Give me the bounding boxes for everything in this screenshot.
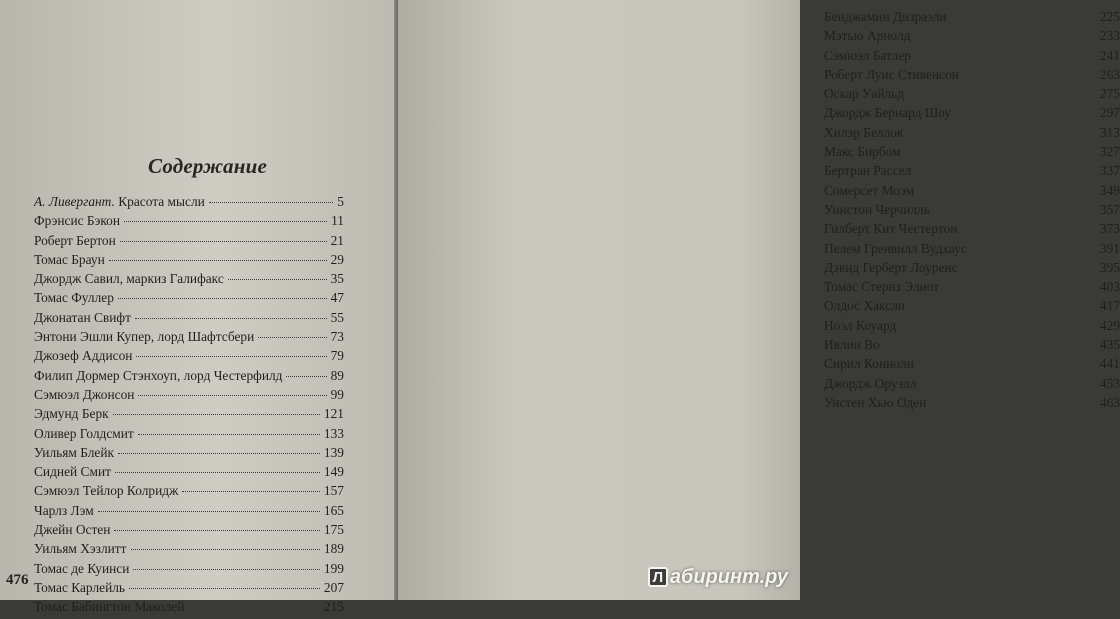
toc-entry-page: 199 <box>323 560 344 576</box>
toc-entry-title-text: Уильям Хэзлитт <box>34 541 127 557</box>
toc-entry <box>824 318 1120 337</box>
toc-entry <box>824 221 1120 240</box>
toc-entry-title-text: Хилэр Беллок <box>824 124 904 140</box>
toc-entry-title <box>824 105 951 121</box>
toc-entry-title-text: Сэмюэл Батлер <box>824 47 911 63</box>
toc-entry-title-text: Джозеф Аддисон <box>34 348 133 364</box>
toc-entry <box>824 48 1120 67</box>
dot-leader <box>138 434 320 435</box>
toc-entry-title <box>824 318 896 334</box>
toc-entry <box>34 426 344 445</box>
dot-leader <box>951 17 1096 18</box>
toc-entry-page: 337 <box>1099 163 1120 179</box>
toc-entry <box>34 213 344 232</box>
toc-entry-title-text: Пелем Гренвилл Вудхаус <box>824 240 967 256</box>
toc-entry-title <box>824 67 959 83</box>
dot-leader <box>915 36 1096 37</box>
toc-entry-title <box>34 445 114 461</box>
toc-entry-title <box>34 290 114 306</box>
toc-entry-title-text: Сэмюэл Джонсон <box>34 386 135 402</box>
dot-leader <box>971 249 1096 250</box>
toc-entry-title <box>824 163 911 179</box>
toc-entry-title <box>34 348 132 364</box>
toc-entry <box>34 483 344 502</box>
dot-leader <box>286 376 326 377</box>
dot-leader <box>963 75 1096 76</box>
toc-entry-title-text: Томас Карлейль <box>34 579 126 595</box>
toc-entry-title <box>34 599 184 615</box>
toc-entry <box>34 290 344 309</box>
dot-leader <box>118 298 327 299</box>
toc-entry <box>34 464 344 483</box>
toc-entry <box>824 9 1120 28</box>
toc-entry-page: 215 <box>323 599 344 615</box>
dot-leader <box>113 414 320 415</box>
toc-entry-title <box>34 233 116 249</box>
toc-entry <box>34 329 344 348</box>
dot-leader <box>135 318 327 319</box>
toc-entry-title-text: Томас Бабингтон Маколей <box>34 599 185 615</box>
toc-entry-page: 313 <box>1099 124 1120 140</box>
toc-entry-title-text: Сидней Смит <box>34 464 111 480</box>
page-number: 476 <box>6 572 29 588</box>
toc-entry-page: 395 <box>1099 259 1120 275</box>
toc-entry-title <box>34 503 94 519</box>
dot-leader <box>905 152 1096 153</box>
toc-entry-title-text: Роберт Бертон <box>34 232 116 248</box>
toc-entry-title <box>34 580 125 596</box>
right-page <box>398 0 1120 600</box>
toc-entry <box>824 28 1120 47</box>
toc-entry <box>34 599 344 618</box>
toc-entry-page: 149 <box>323 464 344 480</box>
toc-entry-page: 225 <box>1099 9 1120 24</box>
dot-leader <box>900 326 1096 327</box>
toc-entry-title <box>824 86 904 102</box>
dot-leader <box>114 530 319 531</box>
toc-entry <box>824 241 1120 260</box>
toc-entry-title <box>34 464 111 480</box>
toc-entry-page: 5 <box>337 194 344 209</box>
toc-entry-title <box>34 561 129 577</box>
labirint-logo-icon: Л <box>648 567 668 587</box>
toc-entry-title <box>824 48 911 64</box>
toc-entry-page: 79 <box>330 348 344 364</box>
toc-entry <box>824 298 1120 317</box>
toc-entry-page: 29 <box>330 251 344 267</box>
toc-entry-page: 417 <box>1099 298 1120 314</box>
toc-entry-title-text: Гилберт Кит Честертон <box>824 221 958 237</box>
toc-entry-page: 175 <box>323 522 344 538</box>
dot-leader <box>915 171 1096 172</box>
dot-leader <box>115 472 320 473</box>
dot-leader <box>209 202 333 203</box>
toc-entry-page: 139 <box>323 444 344 460</box>
toc-entry <box>824 279 1120 298</box>
toc-entry-title <box>824 125 904 141</box>
dot-leader <box>915 56 1096 57</box>
toc-entry-page: 453 <box>1099 375 1120 391</box>
toc-entry-title <box>824 356 914 372</box>
toc-entry <box>824 202 1120 221</box>
dot-leader <box>131 549 320 550</box>
toc-entry-title <box>34 329 254 345</box>
toc-entry <box>824 260 1120 279</box>
toc-entry-title-text: Ивлин Во <box>824 337 880 353</box>
toc-entry-title-text: Оскар Уайльд <box>824 86 905 102</box>
dot-leader <box>138 395 326 396</box>
toc-entry-page: 391 <box>1099 240 1120 256</box>
dot-leader <box>129 588 320 589</box>
toc-entry-page: 233 <box>1099 28 1120 44</box>
toc-entry <box>34 503 344 522</box>
dot-leader <box>920 384 1095 385</box>
toc-entry <box>34 310 344 329</box>
dot-leader <box>109 260 327 261</box>
dot-leader <box>124 221 327 222</box>
toc-entry-title <box>824 9 947 25</box>
toc-entry-title <box>824 376 916 392</box>
toc-entry-title <box>824 298 905 314</box>
toc-title: Содержание <box>148 154 267 178</box>
toc-entry-title <box>34 310 131 326</box>
toc-entry <box>824 144 1120 163</box>
toc-entry-author: А. Ливергант. <box>34 194 115 209</box>
toc-entry-page: 275 <box>1099 86 1120 102</box>
toc-entry-title <box>824 337 880 353</box>
toc-entry <box>824 376 1120 395</box>
dot-leader <box>258 337 326 338</box>
toc-entry <box>34 406 344 425</box>
toc-entry-title-text: Энтони Эшли Купер, лорд Шафтсбери <box>34 329 255 345</box>
toc-entry-title <box>824 221 957 237</box>
toc-entry-title-text: Томас Стернз Элиот <box>824 279 940 295</box>
toc-entry-page: 463 <box>1099 394 1120 410</box>
toc-entry-title-text: Эдмунд Берк <box>34 406 109 422</box>
toc-entry <box>824 356 1120 375</box>
toc-entry-title <box>824 144 901 160</box>
toc-entry-title <box>34 387 134 403</box>
toc-entry <box>34 580 344 599</box>
toc-entry-page: 133 <box>323 425 344 441</box>
toc-entry-title <box>34 406 109 422</box>
toc-entry-title-text: Ноэл Коуард <box>824 317 897 333</box>
toc-entry-page: 357 <box>1099 201 1120 217</box>
toc-entry-page: 35 <box>330 271 344 287</box>
toc-entry-page: 349 <box>1099 182 1120 198</box>
toc-entry-page: 121 <box>323 406 344 422</box>
toc-entry-title-text: Красота мысли <box>118 194 205 209</box>
toc-entry-page: 207 <box>323 579 344 595</box>
toc-list-right <box>824 9 1120 414</box>
dot-leader <box>918 191 1096 192</box>
toc-entry-title-text: Томас Фуллер <box>34 290 114 306</box>
toc-entry-page: 241 <box>1099 47 1120 63</box>
dot-leader <box>884 345 1096 346</box>
toc-entry-title <box>34 522 110 538</box>
toc-entry-title <box>34 271 224 287</box>
toc-entry-title-text: Олдос Хаксли <box>824 298 906 314</box>
toc-entry-page: 189 <box>323 541 344 557</box>
toc-entry-title-text: Джордж Савил, маркиз Галифакс <box>34 271 224 287</box>
toc-entry-page: 263 <box>1099 66 1120 82</box>
toc-entry-page: 89 <box>330 367 344 383</box>
toc-entry-page: 403 <box>1099 279 1120 295</box>
toc-entry-title <box>34 541 127 557</box>
toc-entry <box>824 86 1120 105</box>
dot-leader <box>120 241 327 242</box>
toc-entry-page: 99 <box>330 386 344 402</box>
toc-entry <box>824 125 1120 144</box>
toc-entry-title-text: Филип Дормер Стэнхоуп, лорд Честерфилд <box>34 367 283 383</box>
dot-leader <box>918 364 1096 365</box>
toc-entry <box>824 337 1120 356</box>
toc-entry <box>34 252 344 271</box>
toc-list-left <box>34 194 344 619</box>
toc-entry <box>34 271 344 290</box>
toc-entry-title <box>34 252 105 268</box>
toc-entry-title-text: Бертран Рассел <box>824 163 912 179</box>
dot-leader <box>228 279 327 280</box>
toc-entry-title <box>34 194 205 210</box>
dot-leader <box>961 229 1095 230</box>
toc-entry-title <box>824 279 939 295</box>
toc-entry-title-text: Джонатан Свифт <box>34 309 131 325</box>
toc-entry-title-text: Дэвид Герберт Лоуренс <box>824 259 958 275</box>
toc-entry-title <box>824 202 930 218</box>
toc-entry-title-text: Уинстон Черчилль <box>824 201 930 217</box>
toc-entry <box>34 194 344 213</box>
dot-leader <box>909 306 1096 307</box>
toc-entry-title-text: Сирил Коннoли <box>824 356 914 372</box>
toc-entry <box>824 163 1120 182</box>
toc-entry-page: 55 <box>330 309 344 325</box>
site-watermark <box>648 566 788 588</box>
toc-entry-title-text: Джордж Бернард Шоу <box>824 105 952 121</box>
toc-entry-page: 21 <box>330 232 344 248</box>
toc-entry-title-text: Чарлз Лэм <box>34 502 94 518</box>
watermark-text: абиринт.ру <box>669 565 788 588</box>
dot-leader <box>118 453 320 454</box>
toc-entry-title-text: Оливер Голдсмит <box>34 425 134 441</box>
toc-entry-title <box>34 426 134 442</box>
dot-leader <box>133 569 320 570</box>
toc-entry <box>824 105 1120 124</box>
left-page <box>0 0 396 615</box>
dot-leader <box>98 511 320 512</box>
dot-leader <box>136 356 326 357</box>
toc-entry-page: 157 <box>323 483 344 499</box>
toc-entry <box>34 387 344 406</box>
toc-entry-page: 435 <box>1099 337 1120 353</box>
toc-entry-title <box>824 28 911 44</box>
toc-entry <box>34 522 344 541</box>
toc-entry-title <box>34 368 282 384</box>
dot-leader <box>955 113 1096 114</box>
dot-leader <box>962 268 1096 269</box>
toc-entry <box>824 67 1120 86</box>
toc-entry-title-text: Макс Бирбом <box>824 144 901 160</box>
toc-entry-title <box>824 241 967 257</box>
toc-entry-page: 327 <box>1099 144 1120 160</box>
toc-entry <box>824 395 1120 414</box>
toc-entry-title-text: Уильям Блейк <box>34 444 115 460</box>
toc-entry-title-text: Мэтью Арнолд <box>824 28 911 44</box>
toc-entry-title-text: Томас де Куинси <box>34 560 130 576</box>
toc-entry-title-text: Томас Браун <box>34 251 105 267</box>
toc-entry-page: 373 <box>1099 221 1120 237</box>
toc-entry <box>34 445 344 464</box>
dot-leader <box>188 607 320 608</box>
toc-entry-title-text: Бенджамин Дизраэли <box>824 9 947 24</box>
toc-entry <box>34 561 344 580</box>
toc-entry-page: 11 <box>331 213 344 229</box>
toc-entry-title-text: Уистен Хью Оден <box>824 394 927 410</box>
toc-entry <box>824 183 1120 202</box>
dot-leader <box>182 491 320 492</box>
toc-entry <box>34 541 344 560</box>
toc-entry-title-text: Сомерсет Моэм <box>824 182 915 198</box>
dot-leader <box>930 403 1096 404</box>
toc-entry <box>34 368 344 387</box>
dot-leader <box>934 210 1096 211</box>
toc-entry-title <box>824 395 926 411</box>
toc-entry-page: 429 <box>1099 317 1120 333</box>
toc-entry-title <box>34 483 178 499</box>
toc-entry-title <box>824 260 958 276</box>
toc-entry-title <box>824 183 914 199</box>
toc-entry <box>34 233 344 252</box>
toc-entry-page: 165 <box>323 502 344 518</box>
toc-entry-title-text: Джордж Оруэлл <box>824 375 917 391</box>
dot-leader <box>908 133 1096 134</box>
dot-leader <box>908 94 1096 95</box>
dot-leader <box>943 287 1096 288</box>
toc-entry-title-text: Фрэнсис Бэкон <box>34 213 121 229</box>
toc-entry-title <box>34 213 120 229</box>
toc-entry-page: 297 <box>1099 105 1120 121</box>
toc-entry-page: 441 <box>1099 356 1120 372</box>
toc-entry-title-text: Джейн Остен <box>34 522 111 538</box>
toc-entry-title-text: Сэмюэл Тейлор Колридж <box>34 483 179 499</box>
toc-entry-page: 73 <box>330 329 344 345</box>
toc-entry-title-text: Роберт Луис Стивенсон <box>824 66 959 82</box>
toc-entry-page: 47 <box>330 290 344 306</box>
toc-entry <box>34 348 344 367</box>
